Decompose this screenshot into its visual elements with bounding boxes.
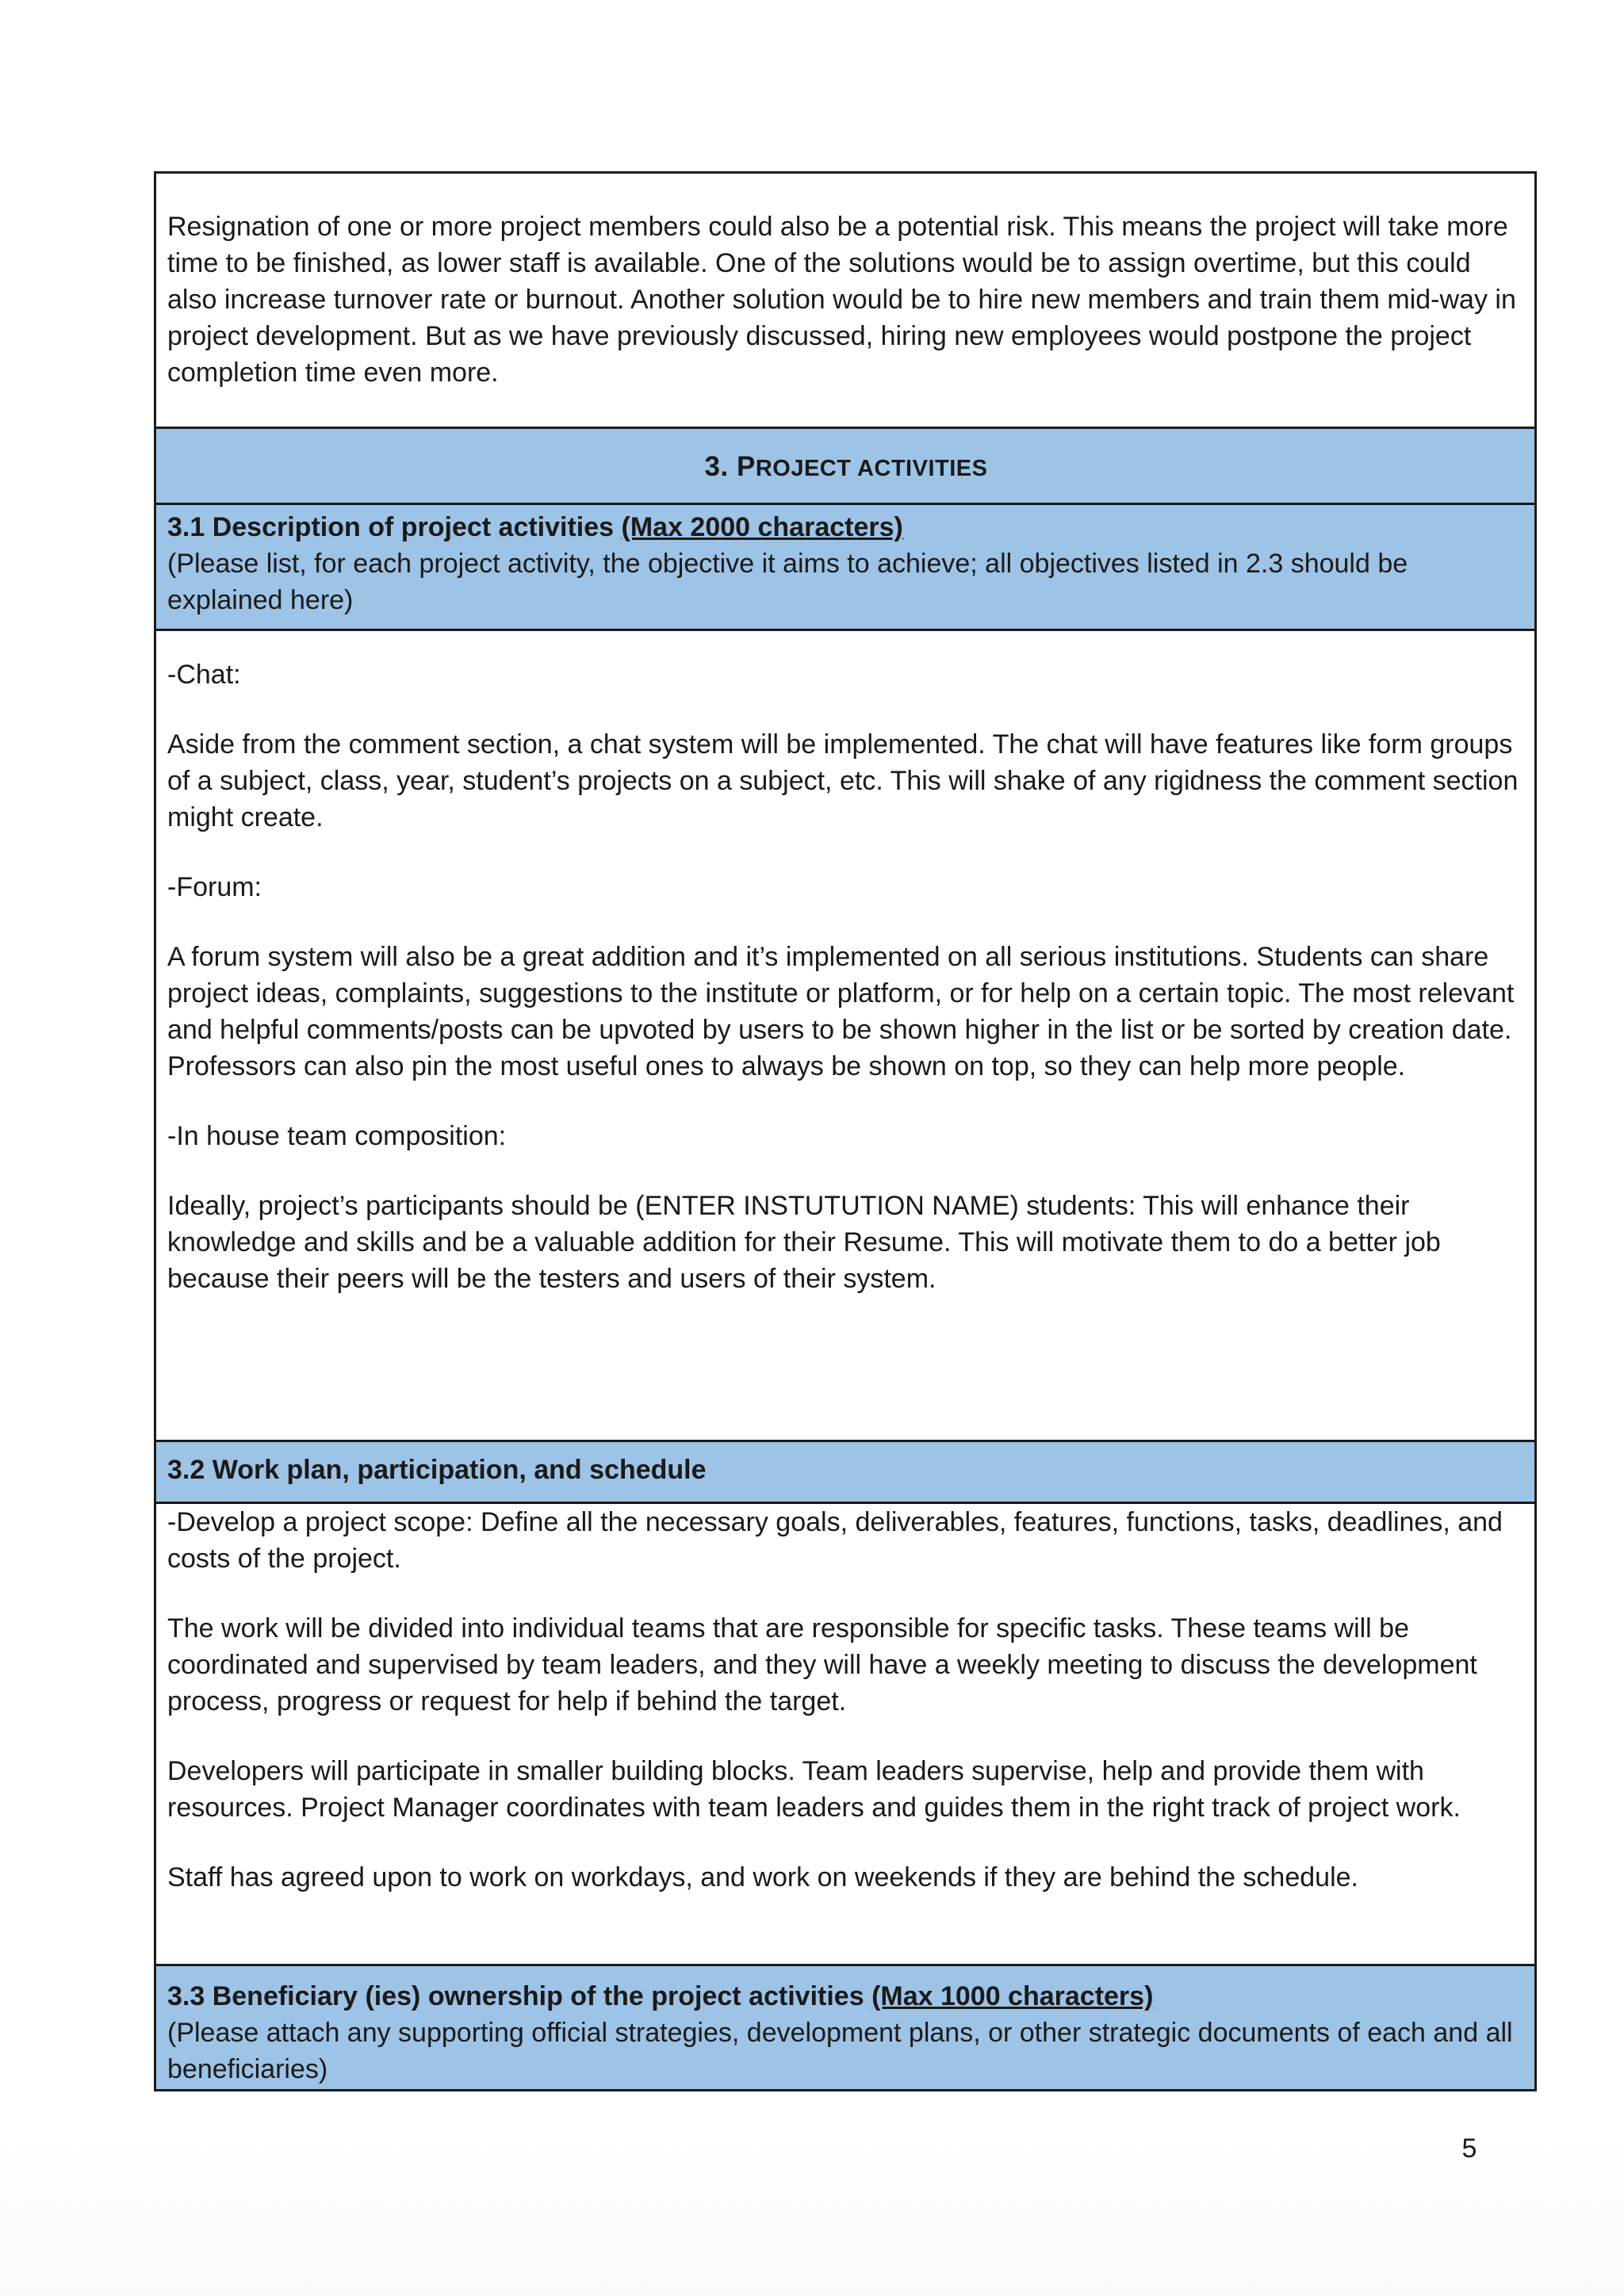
work-plan-schedule: Staff has agreed upon to work on workdays, and work on weekends if they are behind the schedule.: [167, 1862, 1358, 1892]
activity-team-label: -In house team composition:: [167, 1121, 507, 1151]
activity-forum-label: -Forum:: [167, 872, 262, 902]
activity-chat-label: -Chat:: [167, 660, 241, 690]
project-form-table: [154, 171, 1537, 2091]
section-3-1-heading: 3.1 Description of project activities (Max 2000 characters): [167, 512, 903, 542]
section-3-3-limit: (Max 1000 characters): [871, 1981, 1154, 2011]
activity-team-description: Ideally, project’s participants should be (ENTER INSTUTUTION NAME) students: This will enhance their knowledge and skills and be a valuable addition for their Resume. This will motivate them to do a better job because their peers will be the testers and users of their system.: [167, 1191, 1441, 1294]
page-number: 5: [1461, 2133, 1477, 2164]
risk-cell: [156, 174, 1534, 429]
section-3-3-header: [156, 1966, 1534, 2089]
section-3-3-heading: 3.3 Beneficiary (ies) ownership of the project activities (Max 1000 characters): [167, 1981, 1154, 2011]
section-3-3-instruction: (Please attach any supporting official strategies, development plans, or other strategic documents of each and all beneficiaries): [167, 2018, 1513, 2084]
section-3-2-heading: 3.2 Work plan, participation, and schedule: [167, 1455, 707, 1485]
work-plan-teams: The work will be divided into individual teams that are responsible for specific tasks. These teams will be coordinated and supervised by team leaders, and they will have a weekly meeting to discuss the development process, progress or request for help if behind the target.: [167, 1613, 1477, 1716]
page-bottom-shade: [0, 2141, 1624, 2296]
section-3-2-header: [156, 1442, 1534, 1504]
section-3-1-instruction: (Please list, for each project activity, the objective it aims to achieve; all objectives listed in 2.3 should be explained here): [167, 549, 1408, 615]
section-3-1-body: [156, 631, 1534, 1442]
section-3-title: 3. PROJECT ACTIVITIES: [704, 451, 988, 482]
section-3-1-header: [156, 505, 1534, 631]
risk-paragraph: Resignation of one or more project members could also be a potential risk. This means the project will take more time to be finished, as lower staff is available. One of the solutions would be to assign overtime, but this could also increase turnover rate or burnout. Another solution would be to hire new members and train them mid-way in project development. But as we have previously discussed, hiring new employees would postpone the project completion time even more.: [167, 212, 1516, 388]
section-3-1-limit: (Max 2000 characters): [621, 512, 903, 542]
section-3-2-body: [156, 1504, 1534, 1966]
work-plan-developers: Developers will participate in smaller building blocks. Team leaders supervise, help and provide them with resources. Project Manager coordinates with team leaders and guides them in the right track of project work.: [167, 1756, 1461, 1823]
activity-forum-description: A forum system will also be a great addition and it’s implemented on all serious institutions. Students can share project ideas, complaints, suggestions to the institute or platform, or for help on a certain topic. The most relevant and helpful comments/posts can be upvoted by users to be shown higher in the list or be sorted by creation date. Professors can also pin the most useful ones to always be shown on top, so they can help more people.: [167, 942, 1515, 1081]
activity-chat-description: Aside from the comment section, a chat system will be implemented. The chat will have features like form groups of a subject, class, year, student’s projects on a subject, etc. This will shake of any rigidness the comment section might create.: [167, 729, 1519, 832]
section-3-header: [156, 429, 1534, 505]
work-plan-scope: -Develop a project scope: Define all the necessary goals, deliverables, features, functions, tasks, deadlines, and costs of the project.: [167, 1507, 1503, 1574]
